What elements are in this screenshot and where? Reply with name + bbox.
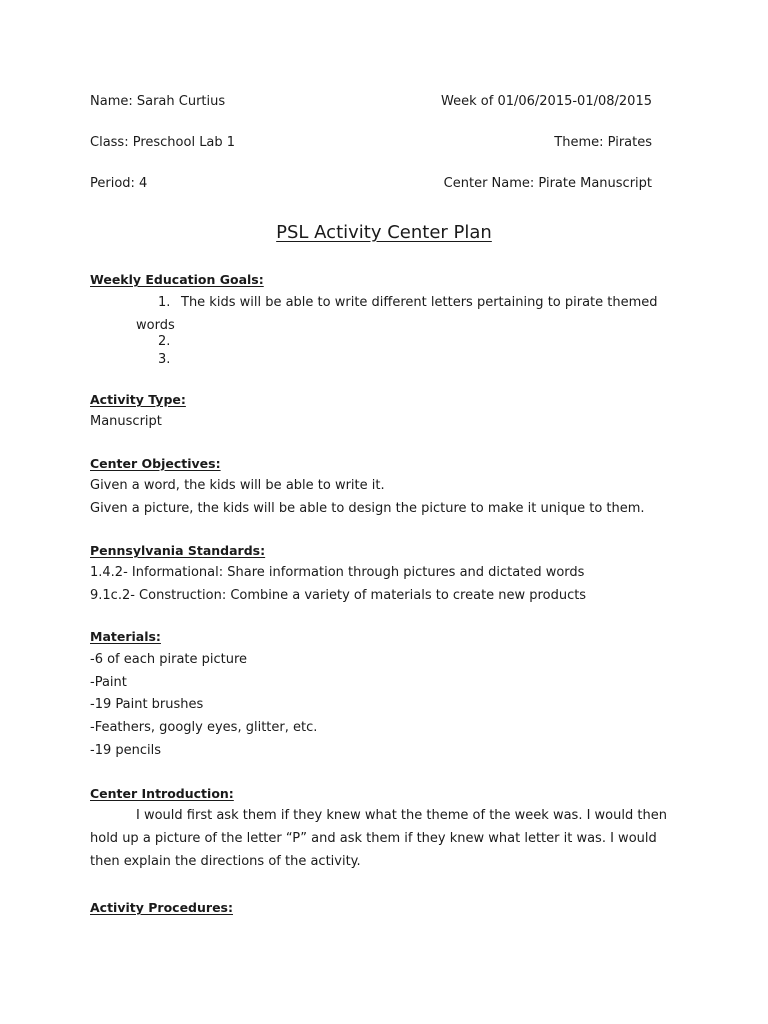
header-row-period bbox=[90, 176, 652, 196]
theme: Theme: Pirates bbox=[554, 135, 652, 150]
standard-line: 1.4.2- Informational: Share information through pictures and dictated words bbox=[90, 565, 585, 580]
header-row-name bbox=[90, 94, 652, 114]
standards-heading: Pennsylvania Standards: bbox=[90, 543, 266, 558]
goals-heading: Weekly Education Goals: bbox=[90, 272, 264, 287]
activity-type-heading: Activity Type: bbox=[90, 392, 186, 407]
standard-line: 9.1c.2- Construction: Combine a variety of materials to create new products bbox=[90, 588, 587, 603]
center-name: Center Name: Pirate Manuscript bbox=[443, 176, 652, 191]
procedures-heading: Activity Procedures: bbox=[90, 900, 233, 915]
goal-1-text: The kids will be able to write different letters pertaining to pirate themed bbox=[181, 295, 658, 310]
material-item: -Feathers, googly eyes, glitter, etc. bbox=[90, 720, 318, 735]
introduction-line: I would first ask them if they knew what the theme of the week was. I would then bbox=[136, 808, 667, 823]
introduction-heading: Center Introduction: bbox=[90, 786, 234, 801]
goal-2-number: 2. bbox=[158, 334, 171, 349]
header-row-class bbox=[90, 135, 652, 155]
goal-3-number: 3. bbox=[158, 352, 171, 367]
period: Period: 4 bbox=[90, 176, 148, 191]
objective-line: Given a picture, the kids will be able to design the picture to make it unique to them. bbox=[90, 501, 645, 516]
goal-1-continuation: words bbox=[136, 318, 175, 333]
material-item: -19 Paint brushes bbox=[90, 697, 204, 712]
material-item: -19 pencils bbox=[90, 743, 161, 758]
introduction-line: then explain the directions of the activity. bbox=[90, 854, 361, 869]
objectives-heading: Center Objectives: bbox=[90, 456, 221, 471]
student-name: Name: Sarah Curtius bbox=[90, 94, 226, 109]
activity-type-value: Manuscript bbox=[90, 414, 162, 429]
introduction-line: hold up a picture of the letter “P” and ask them if they knew what letter it was. I would bbox=[90, 831, 657, 846]
objective-line: Given a word, the kids will be able to write it. bbox=[90, 478, 385, 493]
material-item: -Paint bbox=[90, 675, 127, 690]
week-range: Week of 01/06/2015-01/08/2015 bbox=[441, 94, 652, 109]
goal-1-number: 1. bbox=[158, 295, 171, 310]
class-name: Class: Preschool Lab 1 bbox=[90, 135, 236, 150]
material-item: -6 of each pirate picture bbox=[90, 652, 248, 667]
page-title: PSL Activity Center Plan bbox=[276, 222, 492, 243]
materials-heading: Materials: bbox=[90, 629, 161, 644]
